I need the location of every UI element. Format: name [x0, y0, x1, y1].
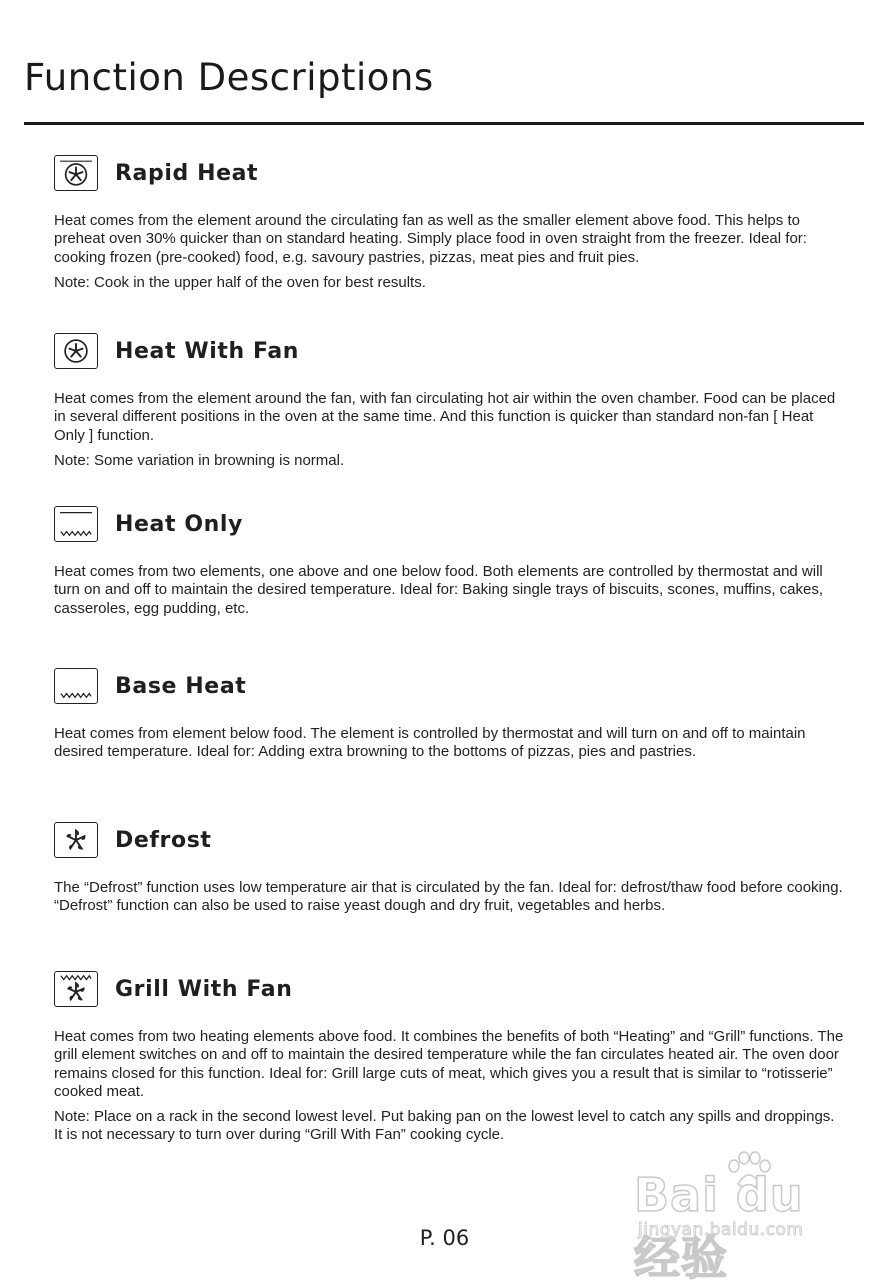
section-body: Heat comes from element below food. The element is controlled by thermostat and will turn on and off to maintain desired temperature. Ideal for: Adding extra browning to the bottoms of pizzas, pies and pastries.: [54, 725, 806, 761]
section-grill-with-fan: [54, 969, 844, 1145]
section-body: Heat comes from the element around the circulating fan as well as the smaller element above food. This helps to preheat oven 30% quicker than on standard heating. Simply place food in oven straight from the freezer. Ideal for: cooking frozen (pre-cooked) food, e.g. savoury pastries, pizzas, meat pies and fruit pies.: [54, 212, 807, 266]
section-body: Heat comes from two elements, one above and one below food. Both elements are controlled by thermostat and will turn on and off to maintain the desired temperature. Ideal for: Baking single trays of biscuits, scones, muffins, cakes, casseroles, egg pudding, etc.: [54, 563, 824, 617]
section-base-heat: [54, 666, 844, 762]
page-title: Function Descriptions: [24, 56, 434, 99]
section-note: Note: Some variation in browning is normal.: [54, 451, 345, 469]
section-title: Rapid Heat: [115, 160, 259, 186]
grill-fan-icon: [54, 971, 98, 1007]
watermark-logo: Bai du 经验: [634, 1168, 804, 1285]
section-title: Grill With Fan: [115, 976, 293, 1002]
fan-ring-icon: [54, 333, 98, 369]
section-title: Defrost: [115, 827, 212, 853]
section-title: Base Heat: [115, 673, 247, 699]
section-heat-only: [54, 504, 844, 618]
section-title: Heat With Fan: [115, 338, 300, 364]
section-body: The “Defrost” function uses low temperature air that is circulated by the fan. Ideal for: defrost/thaw food before cooking. “Defrost” function can also be used to raise yeast dough and dry fruit, vegetables and herbs.: [54, 879, 843, 915]
defrost-fan-icon: [54, 822, 98, 858]
section-body: Heat comes from two heating elements above food. It combines the benefits of both “Heating” and “Grill” functions. The grill element switches on and off to maintain the desired temperature while the fan circulates heated air. The oven door remains closed for this function. Ideal for: Grill large cuts of meat, which gives you a result that is similar to “rotisserie” cooked meat.: [54, 1028, 844, 1100]
section-note: Note: Cook in the upper half of the oven for best results.: [54, 273, 426, 291]
section-title: Heat Only: [115, 511, 244, 537]
section-note: Note: Place on a rack in the second lowest level. Put baking pan on the lowest level to catch any spills and droppings. It is not necessary to turn over during “Grill With Fan” cooking cycle.: [54, 1108, 835, 1144]
top-bottom-heat-icon: [54, 506, 98, 542]
title-divider: [24, 122, 864, 125]
bottom-heat-icon: [54, 668, 98, 704]
section-rapid-heat: [54, 153, 844, 292]
fan-element-icon: [54, 155, 98, 191]
watermark-url: jingyan.baidu.com: [638, 1220, 804, 1240]
section-heat-with-fan: [54, 331, 844, 470]
section-body: Heat comes from the element around the fan, with fan circulating hot air within the oven chamber. Food can be placed in several different positions in the oven at the same time. And this function is quicker than standard non-fan [ Heat Only ] function.: [54, 390, 836, 444]
page-number: P. 06: [419, 1226, 470, 1250]
section-defrost: [54, 820, 844, 916]
